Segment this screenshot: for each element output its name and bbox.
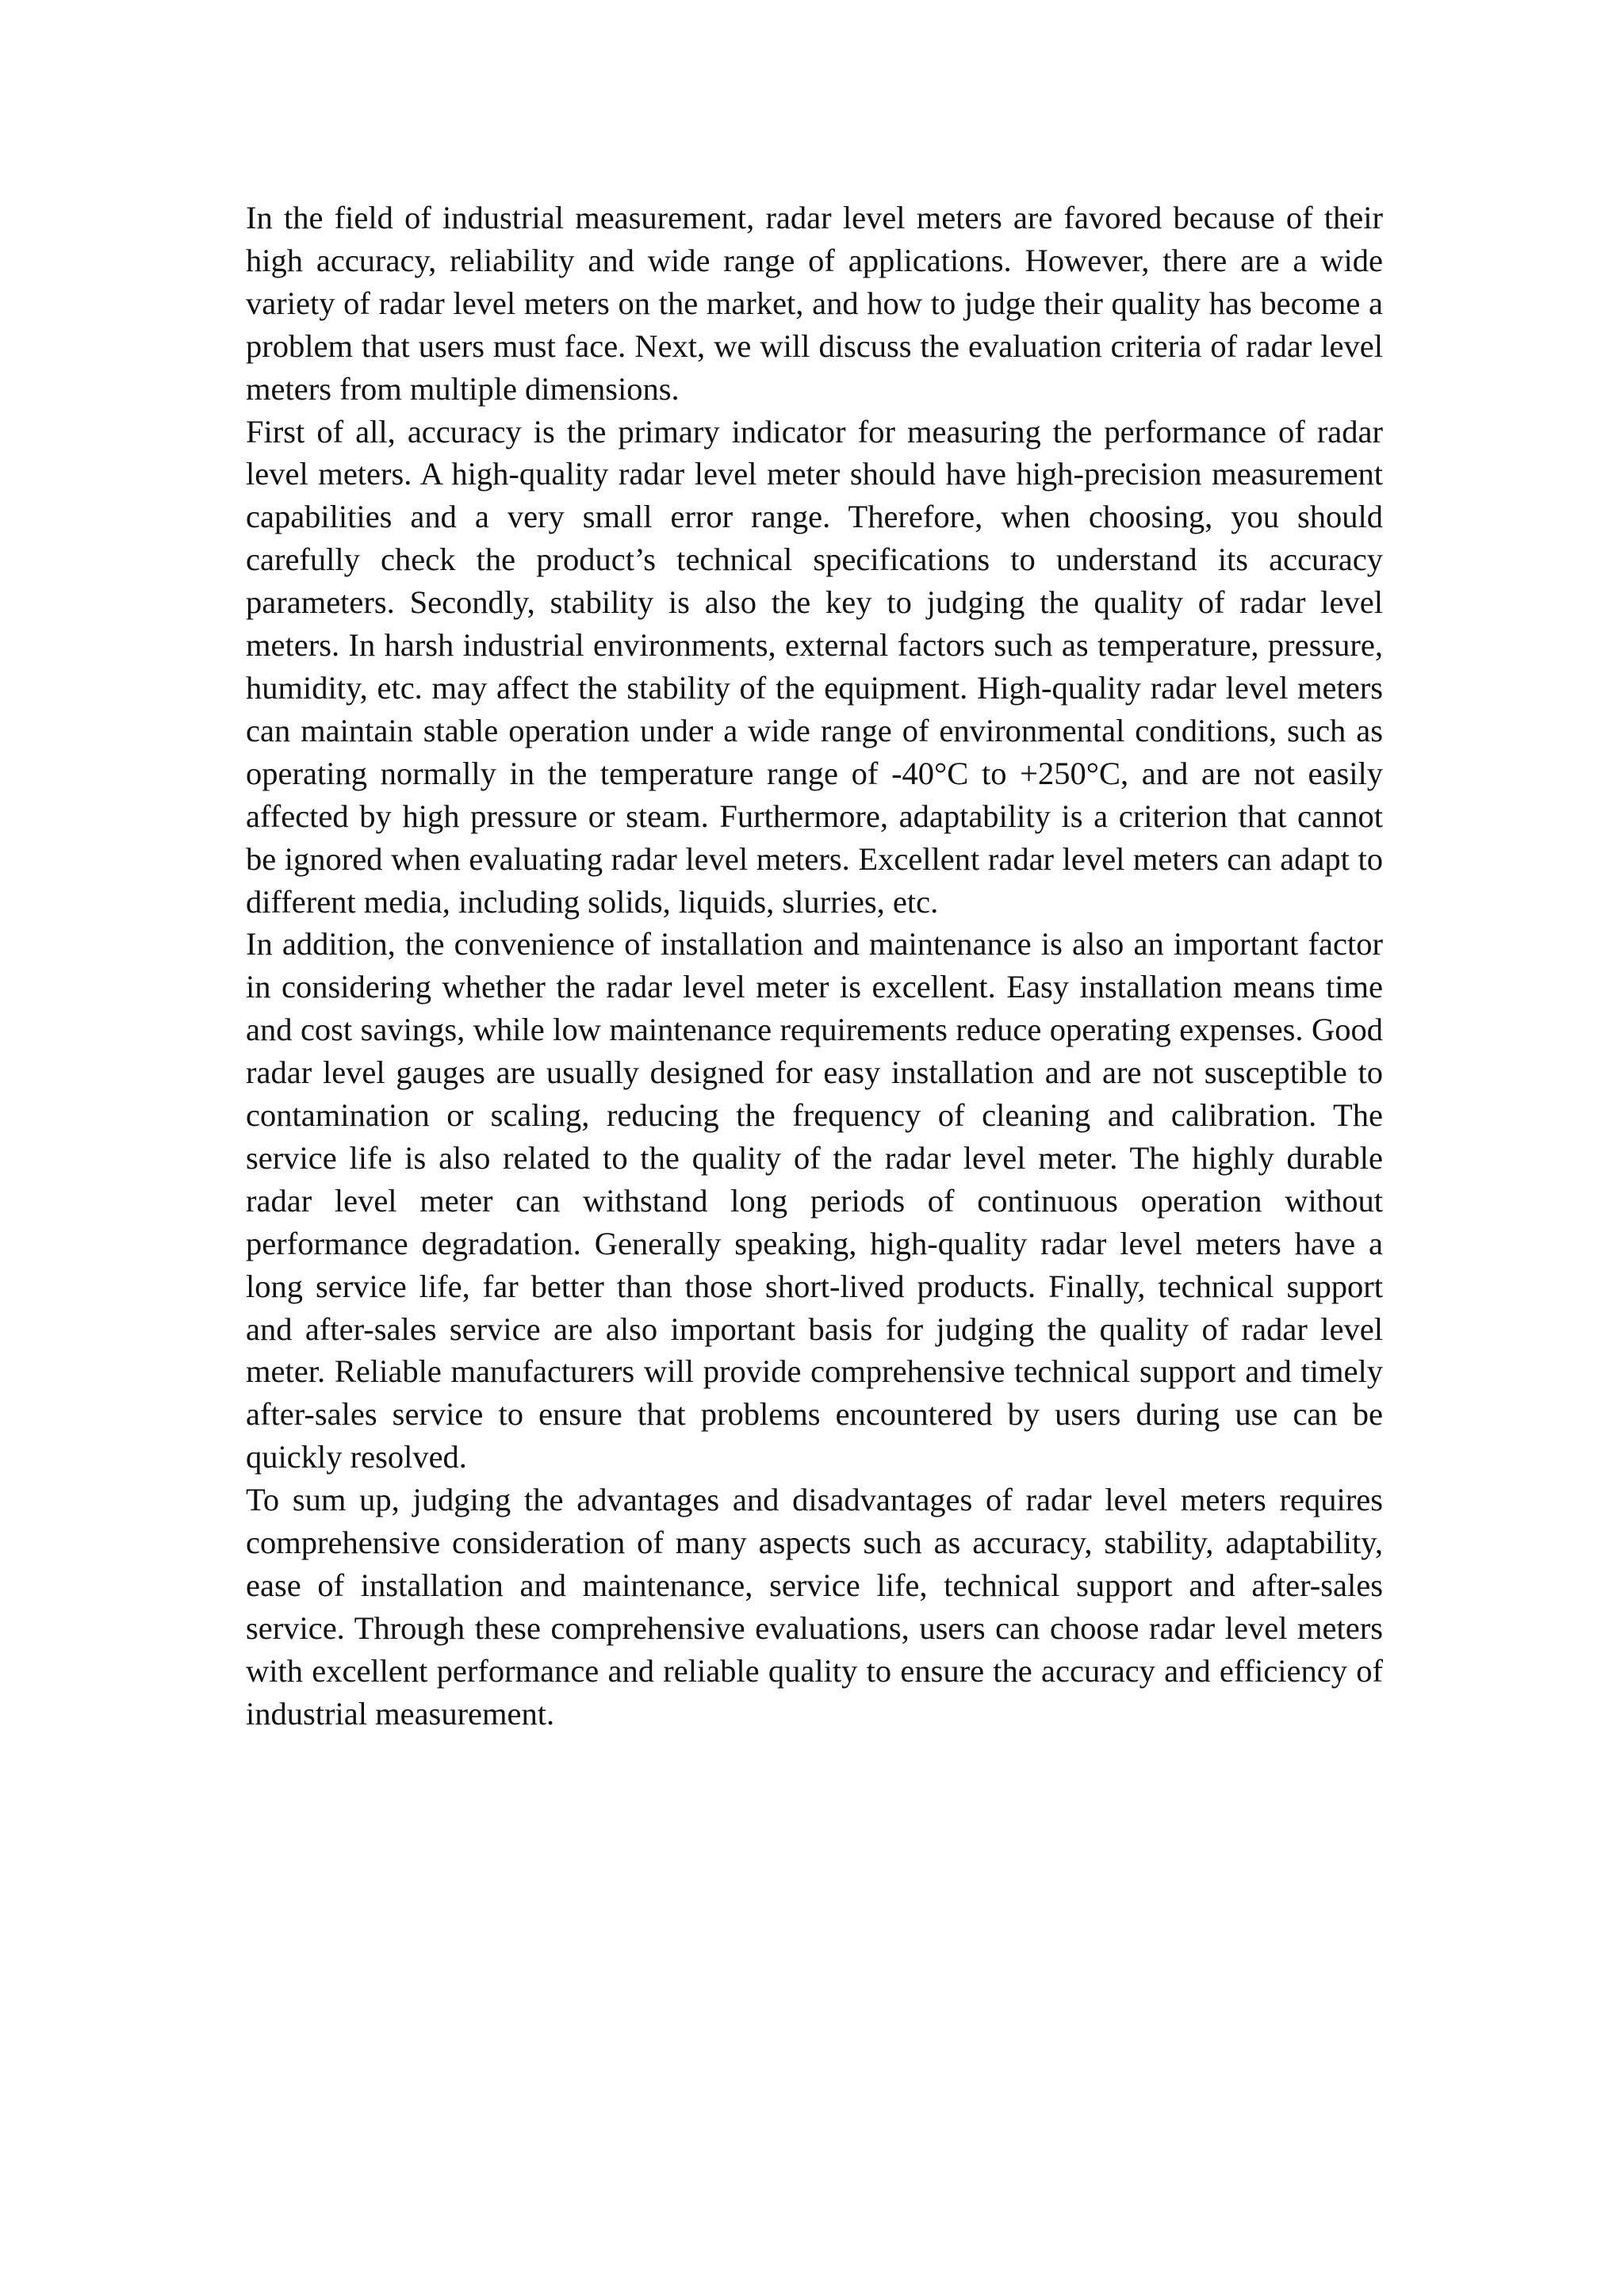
paragraph-introduction: In the field of industrial measurement, radar level meters are favored because of their high accuracy, reliability and wide range of applications. However, there are a wide variety of radar level meters on the market, and how to judge their quality has become a problem that users must face. Next, we will discuss the evaluation criteria of radar level meters from multiple dimensions. [246, 200, 1383, 407]
paragraph-accuracy-stability-adaptability: First of all, accuracy is the primary indicator for measuring the performance of radar level meters. A high-quality radar level meter should have high-precision measurement capabilities and a very small error range. Therefore, when choosing, you should carefully check the product’s technical specifications to understand its accuracy parameters. Secondly, stability is also the key to judging the quality of radar level meters. In harsh industrial environments, external factors such as temperature, pressure, humidity, etc. may affect the stability of the equipment. High-quality radar level meters can maintain stable operation under a wide range of environmental conditions, such as operating normally in the temperature range of -40°C to +250°C, and are not easily affected by high pressure or steam. Furthermore, adaptability is a criterion that cannot be ignored when evaluating radar level meters. Excellent radar level meters can adapt to different media, including solids, liquids, slurries, etc. [246, 413, 1383, 920]
document-body [246, 197, 1383, 1735]
paragraph-installation-service-support: In addition, the convenience of installation and maintenance is also an important factor in considering whether the radar level meter is excellent. Easy installation means time and cost savings, while low maintenance requirements reduce operating expenses. Good radar level gauges are usually designed for easy installation and are not susceptible to contamination or scaling, reducing the frequency of cleaning and calibration. The service life is also related to the quality of the radar level meter. The highly durable radar level meter can withstand long periods of continuous operation without performance degradation. Generally speaking, high-quality radar level meters have a long service life, far better than those short-lived products. Finally, technical support and after-sales service are also important basis for judging the quality of radar level meter. Reliable manufacturers will provide comprehensive technical support and timely after-sales service to ensure that problems encountered by users during use can be quickly resolved. [246, 926, 1383, 1475]
paragraph-conclusion: To sum up, judging the advantages and disadvantages of radar level meters requires comprehensive consideration of many aspects such as accuracy, stability, adaptability, ease of installation and maintenance, service life, technical support and after-sales service. Through these comprehensive evaluations, users can choose radar level meters with excellent performance and reliable quality to ensure the accuracy and efficiency of industrial measurement. [246, 1482, 1383, 1732]
